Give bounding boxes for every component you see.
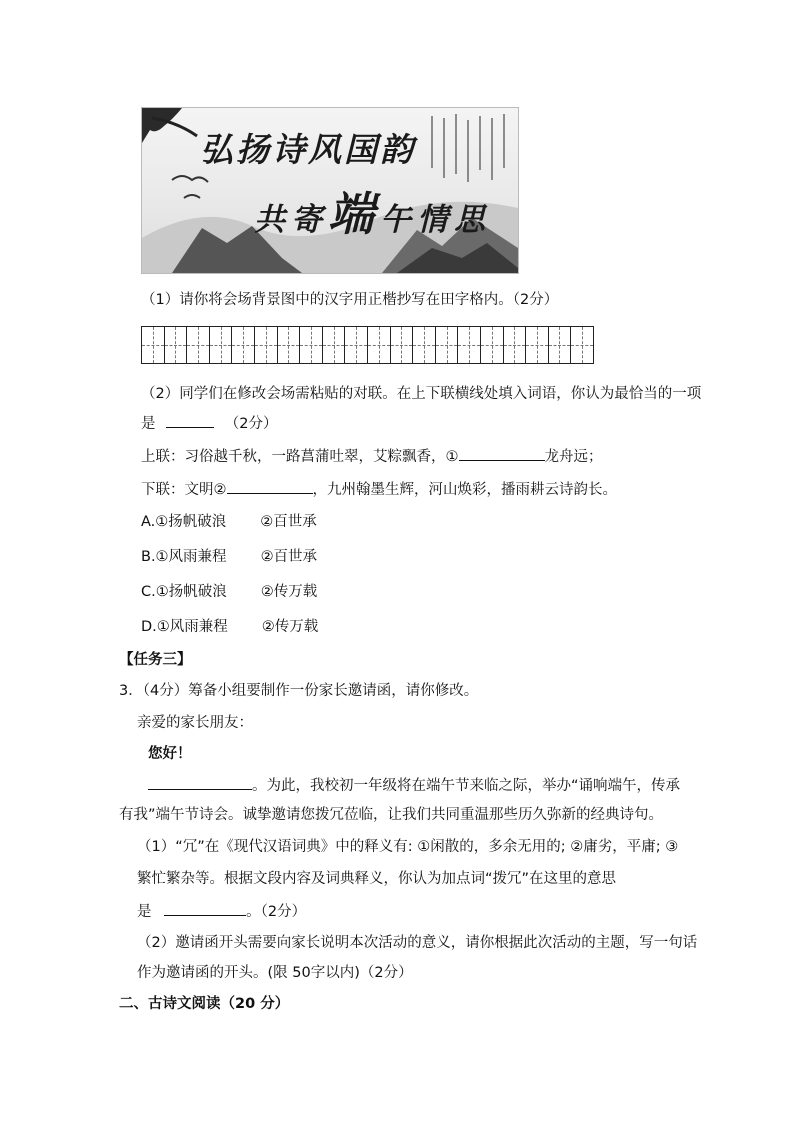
- q3-sub2-line2: 作为邀请函的开头。(限 50字以内)（2分）: [137, 965, 413, 981]
- option-c-first: C.①扬帆破浪: [141, 584, 227, 600]
- question-2-stem-line1: （2）同学们在修改会场需粘贴的对联。在上下联横线处填入词语，你认为最恰当的一项: [141, 386, 702, 402]
- banner-slogan-line2: [254, 178, 491, 244]
- task-3-heading: 【任务三】: [119, 652, 192, 668]
- tianzige-grid[interactable]: [141, 326, 594, 364]
- couplet-lower-text-a: 下联：文明②: [141, 482, 227, 498]
- q3-sub2-line1: （2）邀请函开头需要向家长说明本次活动的意义，请你根据此次活动的主题，写一句话: [137, 935, 698, 951]
- option-b-first: B.①风雨兼程: [141, 549, 227, 565]
- invitation-para-line1: [148, 775, 680, 796]
- grid-cell[interactable]: [278, 327, 301, 363]
- banner-line2-big-char: 端: [328, 187, 380, 241]
- venue-banner-image: [141, 107, 519, 274]
- grid-cell[interactable]: [458, 327, 481, 363]
- invitation-para-text-a: 。为此，我校初一年级将在端午节来临之际，举办“诵响端午，传承: [252, 778, 681, 794]
- couplet-upper-text-b: 龙舟远；: [544, 449, 603, 465]
- q3-sub1-shi: 是: [137, 904, 152, 920]
- banner-line2-part2: 午情思: [380, 202, 491, 238]
- grid-cell[interactable]: [142, 327, 165, 363]
- grid-cell[interactable]: [210, 327, 233, 363]
- grid-cell[interactable]: [255, 327, 278, 363]
- q2-stem-shi: 是: [141, 416, 156, 432]
- question-3-stem: 3．（4分）筹备小组要制作一份家长邀请函，请你修改。: [119, 683, 479, 699]
- grid-cell[interactable]: [481, 327, 504, 363]
- couplet-upper: [141, 446, 603, 467]
- couplet-upper-text-a: 上联：习俗越千秋，一路菖蒲吐翠，艾粽飘香，①: [141, 449, 459, 465]
- option-d-second: ②传万载: [261, 619, 319, 635]
- invitation-para-line2: 有我”端午节诗会。诚挚邀请您拨冗莅临，让我们共同重温那些历久弥新的经典诗句。: [119, 807, 664, 823]
- grid-cell[interactable]: [323, 327, 346, 363]
- option-c[interactable]: [141, 582, 317, 602]
- grid-cell[interactable]: [571, 327, 593, 363]
- couplet-upper-blank[interactable]: [459, 446, 545, 461]
- grid-cell[interactable]: [504, 327, 527, 363]
- invitation-opening-blank[interactable]: [148, 775, 252, 790]
- banner-slogan-line1: 弘扬诗风国韵: [200, 130, 416, 169]
- couplet-lower: [141, 479, 617, 500]
- option-d-first: D.①风雨兼程: [141, 619, 228, 635]
- option-b-second: ②百世承: [260, 549, 318, 565]
- q3-sub1-line3: [137, 901, 306, 922]
- grid-cell[interactable]: [391, 327, 414, 363]
- grid-cell[interactable]: [526, 327, 549, 363]
- grid-cell[interactable]: [165, 327, 188, 363]
- couplet-lower-blank[interactable]: [227, 479, 313, 494]
- grid-cell[interactable]: [368, 327, 391, 363]
- option-c-second: ②传万载: [260, 584, 318, 600]
- option-a-second: ②百世承: [260, 514, 317, 530]
- invitation-hello: 您好！: [148, 746, 192, 762]
- grid-cell[interactable]: [300, 327, 323, 363]
- grid-cell[interactable]: [413, 327, 436, 363]
- grid-cell[interactable]: [549, 327, 572, 363]
- answer-blank[interactable]: [166, 413, 214, 428]
- question-2-stem-line2: [141, 413, 277, 434]
- invitation-greeting: 亲爱的家长朋友：: [137, 715, 253, 731]
- q3-sub1-line1: （1）“冗”在《现代汉语词典》中的释义有: ①闲散的，多余无用的; ②庸劣，平庸; ③: [137, 839, 679, 855]
- question-1: （1）请你将会场背景图中的汉字用正楷抄写在田字格内。（2分）: [141, 292, 559, 308]
- banner-line2-part1: 共寄: [254, 202, 328, 238]
- grid-cell[interactable]: [232, 327, 255, 363]
- q3-sub1-line2: 繁忙繁杂等。根据文段内容及词典释义，你认为加点词“拨冗”在这里的意思: [137, 871, 617, 887]
- option-a-first: A.①扬帆破浪: [141, 514, 227, 530]
- grid-cell[interactable]: [436, 327, 459, 363]
- q2-stem-points: （2分）: [224, 416, 278, 432]
- option-d[interactable]: [141, 617, 318, 637]
- q3-sub1-blank[interactable]: [164, 901, 246, 916]
- option-b[interactable]: [141, 547, 317, 567]
- grid-cell[interactable]: [187, 327, 210, 363]
- couplet-lower-text-b: ，九州翰墨生辉，河山焕彩，播雨耕云诗韵长。: [312, 482, 617, 498]
- option-a[interactable]: [141, 512, 317, 532]
- q3-sub1-points: 。（2分）: [246, 904, 307, 920]
- grid-cell[interactable]: [345, 327, 368, 363]
- section-2-heading: 二、古诗文阅读（20 分）: [119, 996, 290, 1012]
